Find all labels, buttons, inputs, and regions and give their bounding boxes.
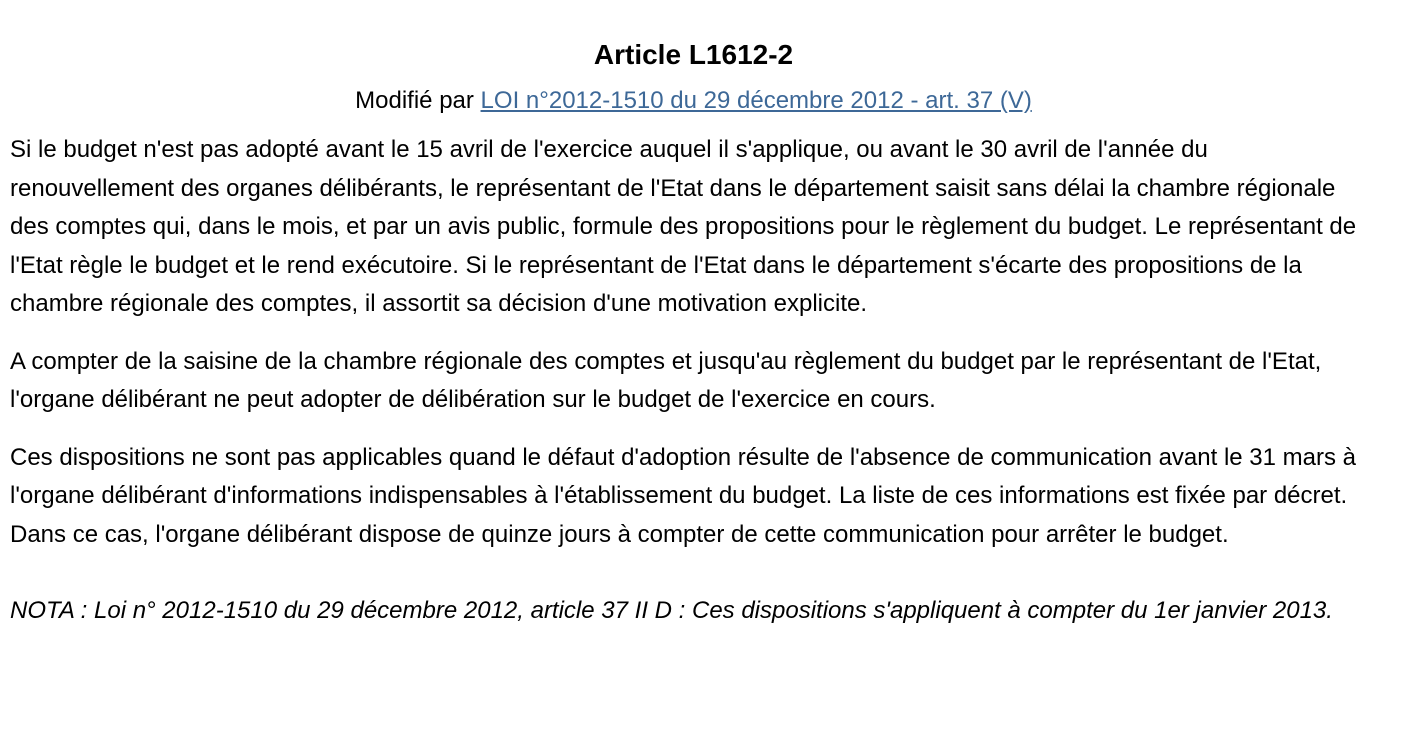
modified-prefix: Modifié par — [355, 87, 481, 114]
article-paragraph-3: Ces dispositions ne sont pas applicables quand le défaut d'adoption résulte de l'absence de communication avant le 31 mars à l'organe délibérant d'informations indispensables à l'établissement du budget. La liste de ces informations est fixée par décret. Dans ce cas, l'organe délibérant dispose de quinze jours à compter de cette communication pour arrêter le budget. — [10, 443, 1357, 548]
nota-note: NOTA : Loi n° 2012-1510 du 29 décembre 2012, article 37 II D : Ces dispositions s'appliquent à compter du 1er janvier 2013. — [10, 597, 1333, 624]
article-paragraph-1: Si le budget n'est pas adopté avant le 15 avril de l'exercice auquel il s'applique, ou avant le 30 avril de l'année du renouvellement des organes délibérants, le représentant de l'Etat dans le département saisit sans délai la chambre régionale des comptes qui, dans le mois, et par un avis public, formule des propositions pour le règlement du budget. Le représentant de l'Etat règle le budget et le rend exécutoire. Si le représentant de l'Etat dans le département s'écarte des propositions de la chambre régionale des comptes, il assortit sa décision d'une motivation explicite. — [10, 136, 1357, 317]
modifying-law-link[interactable]: LOI n°2012-1510 du 29 décembre 2012 - art. 37 (V) — [480, 87, 1032, 114]
article-title: Article L1612-2 — [593, 39, 794, 70]
modification-line — [10, 86, 1377, 116]
article-paragraph-2: A compter de la saisine de la chambre régionale des comptes et jusqu'au règlement du budget par le représentant de l'Etat, l'organe délibérant ne peut adopter de délibération sur le budget de l'exercice en cours. — [10, 347, 1322, 413]
